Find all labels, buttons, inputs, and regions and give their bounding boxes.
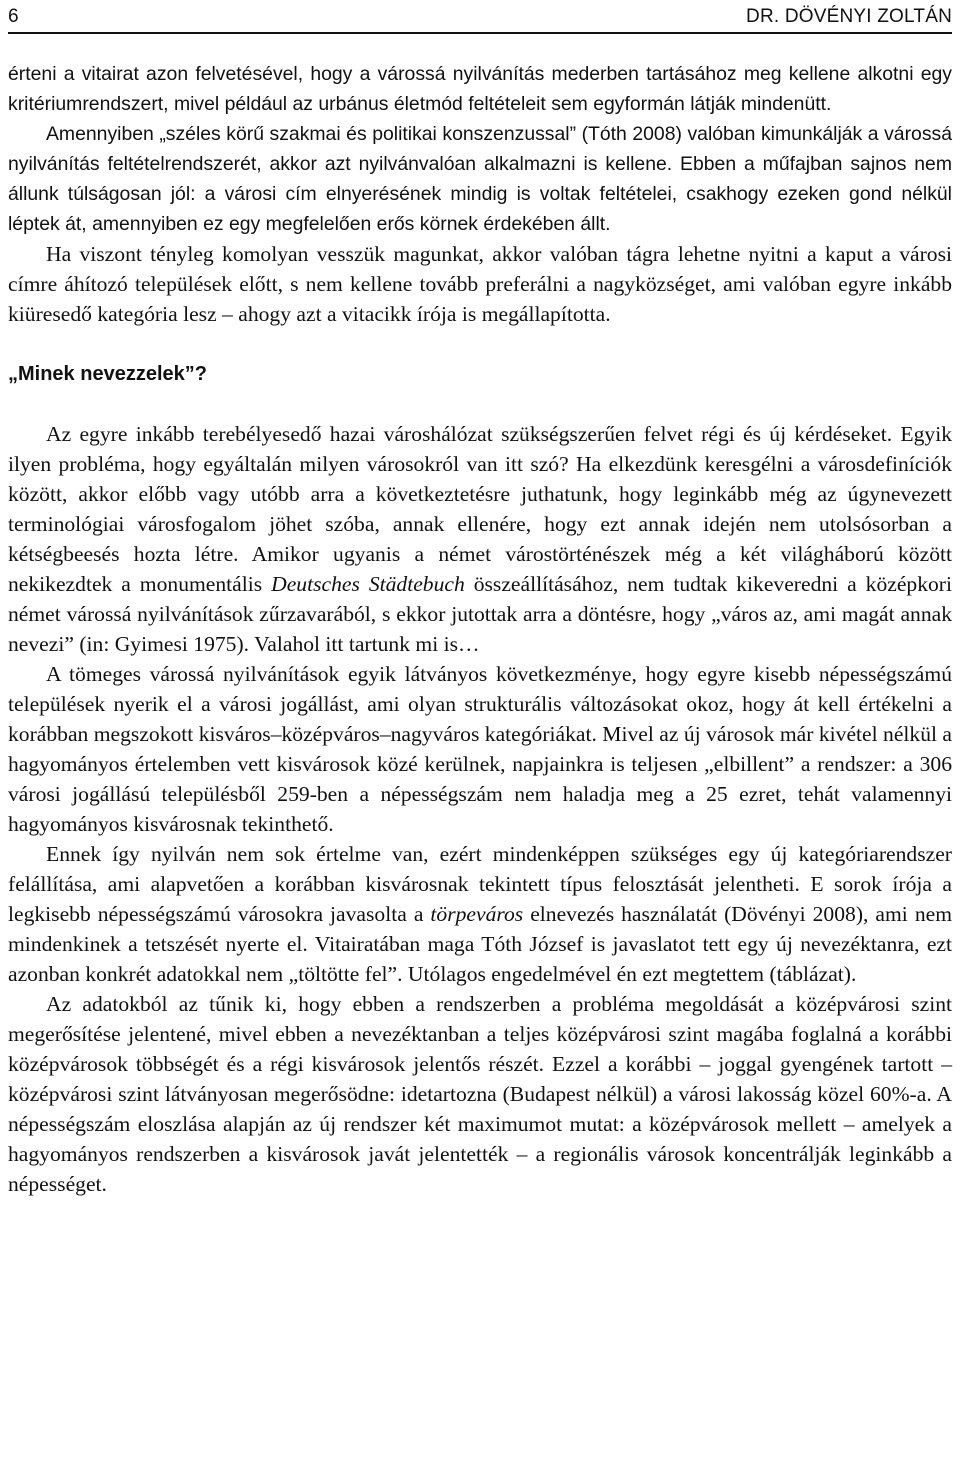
- paragraph: [8, 839, 952, 989]
- paragraph: Amennyiben „széles körű szakmai és politikai konszenzussal” (Tóth 2008) valóban kimunkálják a várossá nyilvánítás feltételrendszerét, akkor azt nyilvánvalóan alkalmazni is kellene. Ebben a műfajban sajnos nem állunk túlságosan jól: a városi cím elnyerésének mindig is voltak feltételei, csakhogy ezeken gond nélkül léptek át, amennyiben ez egy megfelelően erős körnek érdekében állt.: [8, 123, 952, 235]
- paragraph: [8, 419, 952, 659]
- running-head: [8, 4, 952, 30]
- running-head-author: DR. DÖVÉNYI ZOLTÁN: [746, 6, 952, 27]
- paragraph-text: összeállításához, nem tudtak kikeveredni a középkori német várossá nyilvánítások zűrzavarából, s ekkor jutottak arra a döntésre, hogy „város az, ami magát annak nevezi” (in: Gyimesi 1975). Valahol itt tartunk mi is…: [8, 572, 952, 656]
- header-rule: [8, 32, 952, 34]
- page-number: 6: [8, 6, 19, 27]
- section-heading: „Minek nevezzelek”?: [8, 363, 207, 385]
- paragraph-text: Ennek így nyilván nem sok értelme van, ezért mindenképpen szükséges egy új kategóriarendszer felállítása, ami alapvetően a korábban kisvárosnak tekintett típus felosztását jelentheti. E sorok írója a legkisebb népességszámú városokra javasolta a: [8, 842, 952, 926]
- paragraph: A tömeges várossá nyilvánítások egyik látványos következménye, hogy egyre kisebb népességszámú települések nyerik el a városi jogállást, ami olyan strukturális változásokat okoz, hogy át kell értékelni a korábban megszokott kisváros–középváros–nagyváros kategóriákat. Mivel az új városok már kivétel nélkül a hagyományos értelemben vett kisvárosok közé kerülnek, napjainkra is teljesen „elbillent” a rendszer: a 306 városi jogállású településből 259-ben a népességszám nem haladja meg a 25 ezret, tehát valamennyi hagyományos kisvárosnak tekinthető.: [8, 662, 952, 836]
- paragraph-continued: érteni a vitairat azon felvetésével, hogy a várossá nyilvánítás mederben tartásához meg kellene alkotni egy kritériumrendszert, mivel például az urbánus életmód feltételeit sem egyformán látják mindenütt.: [8, 63, 952, 115]
- paragraph-text: elnevezés használatát (Dövényi 2008), ami nem mindenkinek a tetszését nyerte el. Vitairatában maga Tóth József is javaslatot tett egy új nevezéktanra, ezt azonban konkrét adatokkal nem „töltötte fel”. Utólagos engedelmével én ezt megtettem (táblázat).: [8, 902, 952, 986]
- paragraph: Ha viszont tényleg komolyan vesszük magunkat, akkor valóban tágra lehetne nyitni a kaput a városi címre áhítozó települések előtt, s nem kellene tovább preferálni a nagyközséget, ami valóban egyre inkább kiüresedő kategória lesz – ahogy azt a vitacikk írója is megállapította.: [8, 242, 952, 326]
- body-text: [8, 59, 952, 1199]
- paragraph-text: Az egyre inkább terebélyesedő hazai városhálózat szükségszerűen felvet régi és új kérdéseket. Egyik ilyen probléma, hogy egyáltalán milyen városokról van itt szó? Ha elkezdünk keresgélni a városdefiníciók között, akkor előbb vagy utóbb arra a következtetésre juthatunk, hogy leginkább még az úgynevezett terminológiai városfogalom jöhet szóba, annak ellenére, hogy ezt annak idején nem utolsósorban a kétségbeesés hozta létre. Amikor ugyanis a német várostörténészek még a két világháború között nekikezdtek a monumentális: [8, 422, 952, 596]
- italic-term: törpeváros: [430, 902, 524, 926]
- paragraph: Az adatokból az tűnik ki, hogy ebben a rendszerben a probléma megoldását a középvárosi szint megerősítése jelentené, mivel ebben a nevezéktanban a teljes középvárosi szint magába foglalná a korábbi középvárosok többségét és a régi kisvárosok jelentős részét. Ezzel a korábbi – joggal gyengének tartott – középvárosi szint látványosan megerősödne: idetartozna (Budapest nélkül) a városi lakosság közel 60%-a. A népességszám eloszlása alapján az új rendszer két maximumot mutat: a középvárosok mellett – amelyek a hagyományos rendszerben a kisvárosok javát jelentették – a regionális városok koncentrálják leginkább a népességet.: [8, 992, 952, 1196]
- italic-title: Deutsches Städtebuch: [271, 572, 465, 596]
